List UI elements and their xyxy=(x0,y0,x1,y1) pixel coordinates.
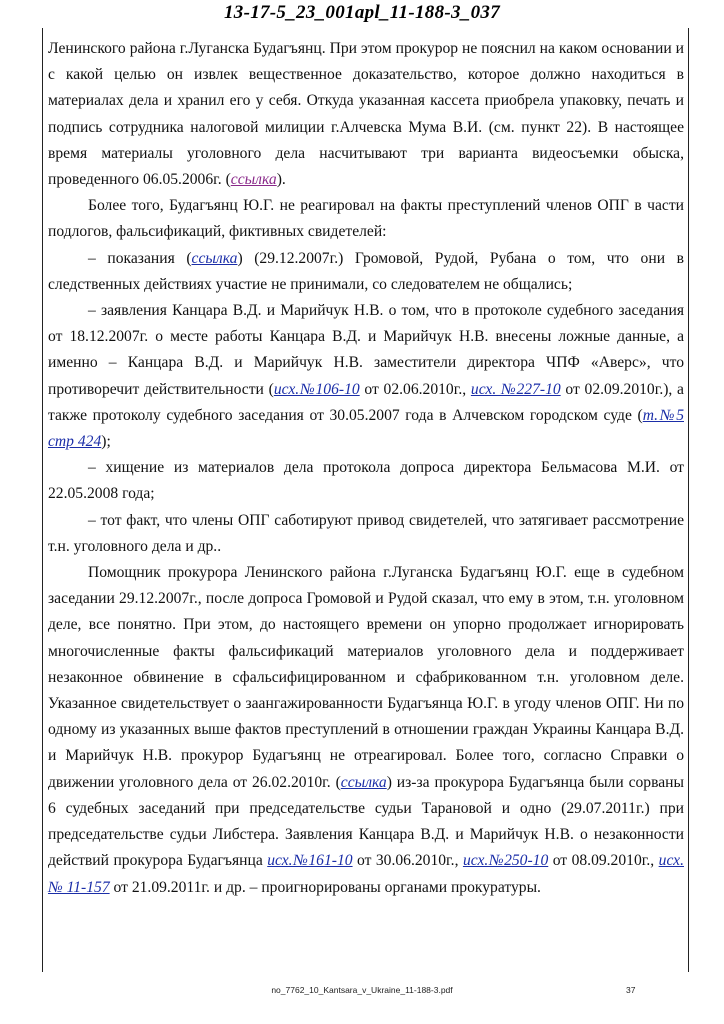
paragraph-text: Помощник прокурора Ленинского района г.Луганска Будагъянц Ю.Г. еще в судебном заседании 29.12.2007г., после допроса Громовой и Рудой сказал, что ему в этом, т.н. уголовном деле, все понятно. При этом, до настоящего времени он упорно продолжает игнорировать многочисленные факты фальсификаций материалов уголовного дела и поддерживает незаконное обвинение в сфальсифицированном и сфабрикованном т.н. уголовном деле. Указанное свидетельствует о заангажированности Будагъянца Ю.Г. в угоду членов ОПГ. Ни по одному из указанных выше фактов преступлений в отношении граждан Украины Канцара В.Д. и Марийчук Н.В. прокурор Будагъянц не отреагировал. Более того, согласно Справки о движении уголовного дела от 26.02.2010г. ( xyxy=(48,564,684,791)
paragraph-text: от 30.06.2010г., xyxy=(352,852,463,870)
paragraph-text: – заявления Канцара В.Д. и Марийчук Н.В. о том, что в протоколе судебного заседания от 18.12.2007г. о месте работы Канцара В.Д. и Марийчук Н.В. внесены ложные данные, а именно – Канцара В.Д. и Марийчук Н.В. заместители директора ЧПФ «Аверс», что противоречит действительности ( xyxy=(48,302,684,398)
paragraph-text: ) (29.12.2007г.) Громовой, Рудой, Рубана о том, что они в следственных действиях участие не принимали, со следователем не общались; xyxy=(48,249,684,293)
reference-link[interactable]: исх.№161-10 xyxy=(267,852,353,870)
reference-link[interactable]: ссылка xyxy=(191,249,238,267)
reference-link[interactable]: исх.№106-10 xyxy=(273,380,360,398)
page-number: 37 xyxy=(626,985,636,995)
reference-link[interactable]: т.№5 стр 424 xyxy=(48,406,684,451)
paragraph-text: – показания ( xyxy=(88,249,192,267)
paragraph xyxy=(48,36,684,193)
left-margin-rule xyxy=(42,28,43,972)
paragraph-text: от 02.06.2010г., xyxy=(359,380,471,398)
reference-link[interactable]: ссылка xyxy=(230,171,277,189)
list-item: – хищение из материалов дела протокола допроса директора Бельмасова М.И. от 22.05.2008 года; xyxy=(48,459,684,503)
reference-link[interactable]: исх.№250-10 xyxy=(462,852,549,870)
list-item xyxy=(48,246,684,298)
right-margin-rule xyxy=(688,28,689,972)
paragraph-text: ) из-за прокурора Будагъянца были сорваны 6 судебных заседаний при председательстве судьи Тарановой и одно (29.07.2011г.) при председательстве судьи Либстера. Заявления Канцара В.Д. и Марийчук Н.В. о незаконности действий прокурора Будагъянца xyxy=(48,773,684,870)
list-item xyxy=(48,298,684,455)
paragraph-text: от 02.09.2010г.), а также протоколу судебного заседания от 30.05.2007 года в Алчевском городском суде ( xyxy=(48,380,684,424)
reference-link[interactable]: исх.№ 11-157 xyxy=(48,852,684,896)
paragraph: Более того, Будагъянц Ю.Г. не реагировал на факты преступлений членов ОПГ в части подлогов, фальсификаций, фиктивных свидетелей: xyxy=(48,197,684,241)
paragraph-text: ). xyxy=(276,171,286,189)
paragraph-text: Ленинского района г.Луганска Будагъянц. При этом прокурор не пояснил на каком основании и с какой целью он извлек вещественное доказательство, которое должно находиться в материалах дела и хранил его у себя. Откуда указанная кассета приобрела упаковку, печать и подпись сотрудника налоговой милиции г.Алчевска Мума В.И. (см. пункт 22). В настоящее время материалы уголовного дела насчитывают три варианта видеосъемки обыска, проведенного 06.05.2006г. ( xyxy=(48,40,684,189)
paragraph-text: от 21.09.2011г. и др. – проигнорированы органами прокуратуры. xyxy=(109,878,541,896)
paragraph-text: ); xyxy=(101,433,111,451)
reference-link[interactable]: исх. №227-10 xyxy=(470,380,561,398)
reference-link[interactable]: ссылка xyxy=(340,773,387,791)
footer-filename: no_7762_10_Kantsara_v_Ukraine_11-188-3.pdf xyxy=(271,985,453,995)
document-body xyxy=(48,36,684,901)
list-item: – тот факт, что члены ОПГ саботируют привод свидетелей, что затягивает рассмотрение т.н. уголовного дела и др.. xyxy=(48,511,684,555)
paragraph-text: от 08.09.2010г., xyxy=(548,852,659,870)
paragraph xyxy=(48,560,684,901)
document-header-title: 13-17-5_23_001apl_11-188-3_037 xyxy=(223,2,501,23)
